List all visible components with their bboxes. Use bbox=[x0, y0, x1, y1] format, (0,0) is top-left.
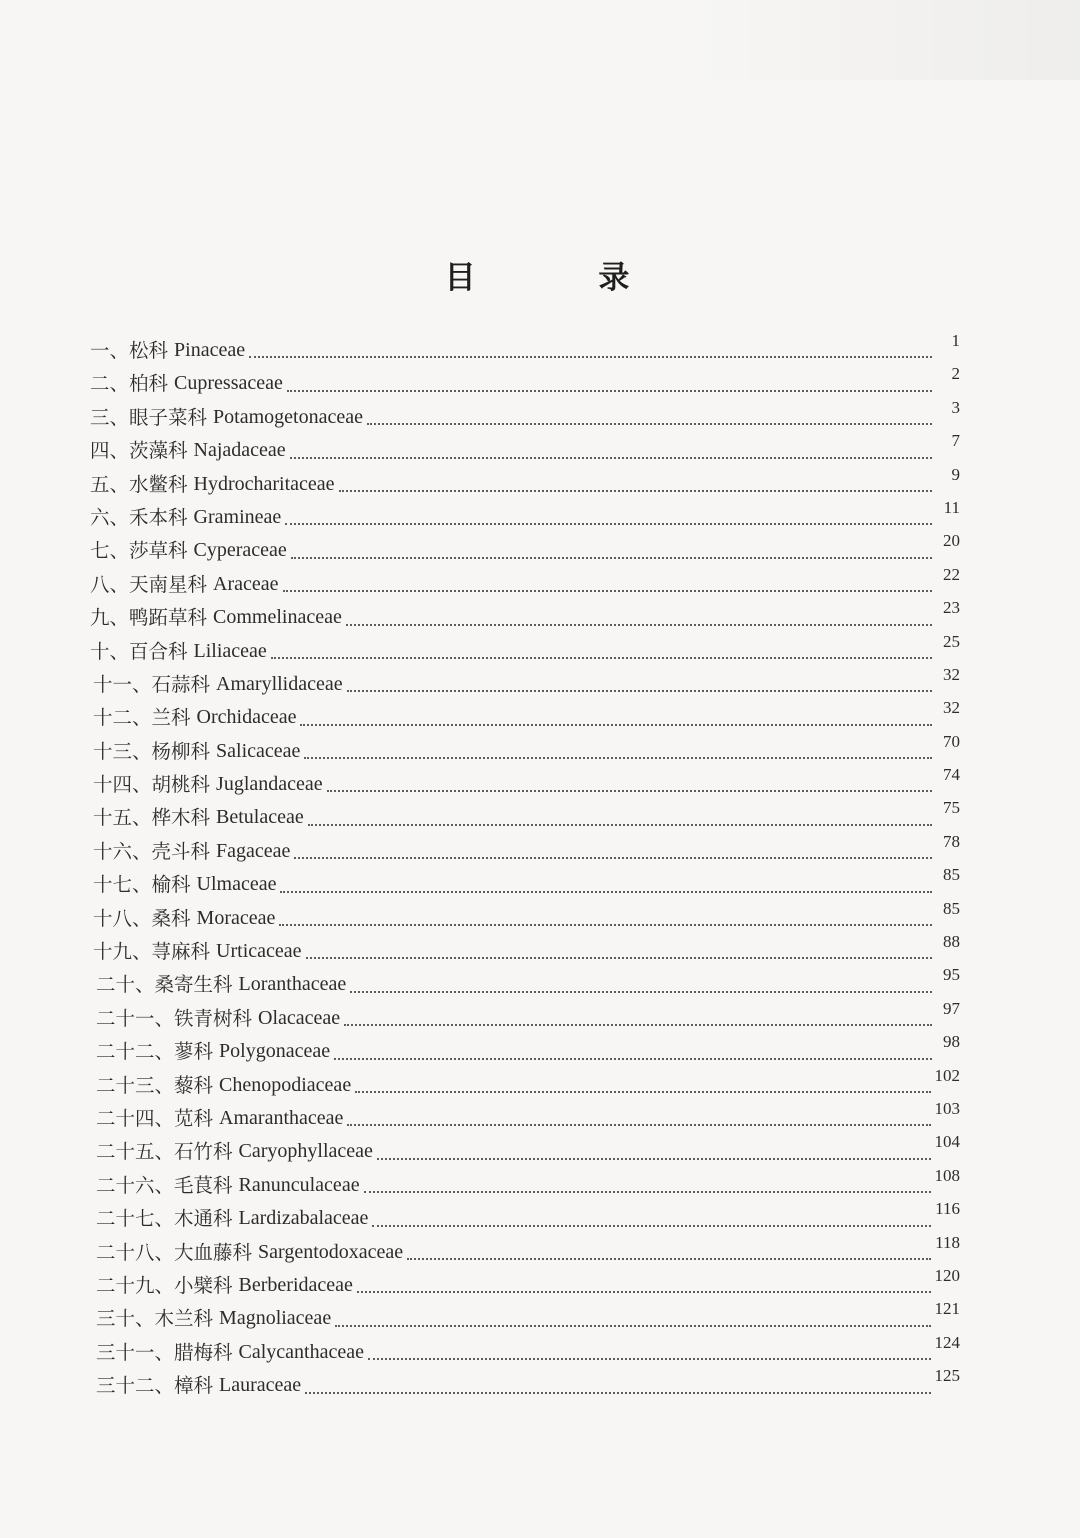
toc-entry-latin-name: Ulmaceae bbox=[196, 873, 277, 896]
dot-leader bbox=[335, 1325, 930, 1327]
toc-entry[interactable] bbox=[90, 1032, 960, 1068]
toc-entry[interactable] bbox=[90, 364, 960, 400]
dot-leader bbox=[294, 857, 932, 859]
dot-leader bbox=[249, 356, 932, 358]
toc-entry-number: 二十一、 bbox=[96, 1006, 175, 1030]
toc-entry-page: 88 bbox=[943, 932, 960, 952]
toc-entry-chinese-name: 杨柳科 bbox=[151, 739, 211, 763]
toc-entry[interactable] bbox=[90, 330, 960, 367]
toc-entry-chinese-name: 茨藻科 bbox=[129, 439, 188, 463]
toc-entry-page: 85 bbox=[943, 865, 960, 885]
toc-entry-latin-name: Lardizabalaceae bbox=[238, 1207, 369, 1230]
toc-entry-latin-name: Araceae bbox=[213, 572, 279, 595]
toc-entry-page: 97 bbox=[943, 998, 960, 1018]
toc-entry-page: 108 bbox=[934, 1165, 960, 1185]
toc-entry-chinese-name: 木通科 bbox=[174, 1207, 233, 1231]
toc-entry-number: 二十四、 bbox=[96, 1106, 175, 1130]
toc-entry-chinese-name: 藜科 bbox=[174, 1073, 214, 1097]
dot-leader bbox=[372, 1225, 931, 1227]
toc-entry-page: 3 bbox=[951, 397, 960, 417]
toc-entry-chinese-name: 大血藤科 bbox=[174, 1240, 253, 1264]
toc-entry-chinese-name: 禾本科 bbox=[129, 505, 188, 529]
toc-entry[interactable] bbox=[90, 1332, 960, 1369]
toc-entry-number: 十九、 bbox=[93, 940, 152, 964]
toc-entry-page: 104 bbox=[934, 1132, 960, 1152]
toc-entry-page: 32 bbox=[943, 698, 960, 718]
toc-entry-number: 二十二、 bbox=[96, 1040, 175, 1064]
toc-entry[interactable] bbox=[90, 1065, 960, 1102]
toc-entry-latin-name: Magnoliaceae bbox=[219, 1307, 332, 1330]
toc-entry-page: 1 bbox=[951, 330, 960, 350]
dot-leader bbox=[347, 1124, 930, 1126]
toc-entry-number: 一、 bbox=[90, 338, 130, 362]
toc-entry[interactable] bbox=[90, 1265, 960, 1302]
toc-entry-page: 9 bbox=[951, 464, 960, 484]
toc-entry-chinese-name: 毛茛科 bbox=[174, 1173, 233, 1197]
toc-entry-page: 2 bbox=[951, 364, 960, 384]
toc-entry[interactable] bbox=[90, 731, 960, 768]
toc-entry-number: 二十三、 bbox=[96, 1073, 175, 1097]
toc-entry-chinese-name: 百合科 bbox=[129, 639, 188, 663]
toc-entry[interactable] bbox=[90, 1232, 960, 1269]
toc-entry-latin-name: Ranunculaceae bbox=[238, 1173, 360, 1196]
toc-entry-page: 120 bbox=[934, 1265, 960, 1285]
toc-entry-page: 95 bbox=[943, 965, 960, 985]
toc-entry[interactable] bbox=[90, 1165, 960, 1202]
toc-entry-latin-name: Salicaceae bbox=[216, 739, 301, 762]
toc-entry[interactable] bbox=[90, 1132, 960, 1168]
toc-entry[interactable] bbox=[90, 1199, 960, 1235]
toc-entry-number: 二十五、 bbox=[96, 1140, 175, 1164]
toc-entry-latin-name: Sargentodoxaceae bbox=[258, 1240, 404, 1263]
dot-leader bbox=[355, 1091, 930, 1093]
dot-leader bbox=[347, 690, 932, 692]
toc-entry-latin-name: Calycanthaceae bbox=[238, 1340, 364, 1363]
dot-leader bbox=[367, 423, 932, 425]
toc-entry-number: 二十八、 bbox=[96, 1240, 175, 1264]
toc-entry-page: 75 bbox=[943, 798, 960, 818]
toc-entry[interactable] bbox=[90, 998, 960, 1035]
toc-entry-chinese-name: 木兰科 bbox=[154, 1307, 214, 1331]
toc-entry-latin-name: Berberidaceae bbox=[238, 1273, 353, 1296]
toc-entry-number: 十七、 bbox=[93, 873, 152, 897]
dot-leader bbox=[306, 957, 932, 959]
toc-entry-chinese-name: 水鳖科 bbox=[129, 472, 188, 496]
table-of-contents bbox=[90, 330, 960, 1403]
toc-entry-number: 四、 bbox=[90, 439, 130, 463]
toc-entry-page: 7 bbox=[951, 431, 960, 451]
toc-entry-latin-name: Gramineae bbox=[193, 505, 282, 528]
toc-entry-number: 八、 bbox=[90, 572, 130, 596]
toc-entry-chinese-name: 松科 bbox=[129, 338, 169, 362]
toc-entry-latin-name: Juglandaceae bbox=[216, 773, 323, 796]
toc-entry-page: 102 bbox=[934, 1065, 960, 1085]
toc-entry-page: 11 bbox=[943, 497, 960, 517]
dot-leader bbox=[305, 1392, 930, 1394]
toc-entry-latin-name: Betulaceae bbox=[216, 806, 304, 829]
dot-leader bbox=[291, 557, 932, 559]
dot-leader bbox=[304, 757, 932, 759]
toc-entry-page: 124 bbox=[934, 1332, 960, 1352]
toc-entry[interactable] bbox=[90, 397, 960, 434]
toc-entry-chinese-name: 天南星科 bbox=[129, 572, 208, 596]
dot-leader bbox=[377, 1158, 931, 1160]
toc-entry-number: 三、 bbox=[90, 405, 130, 429]
toc-entry-number: 三十二、 bbox=[96, 1374, 175, 1398]
toc-entry-chinese-name: 腊梅科 bbox=[174, 1340, 233, 1364]
dot-leader bbox=[344, 1024, 932, 1026]
toc-entry-chinese-name: 鸭跖草科 bbox=[129, 606, 208, 630]
toc-entry-chinese-name: 桑科 bbox=[151, 906, 191, 930]
toc-entry-chinese-name: 石竹科 bbox=[174, 1140, 233, 1164]
toc-entry-number: 二十、 bbox=[96, 973, 155, 997]
toc-entry-latin-name: Olacaceae bbox=[258, 1006, 341, 1029]
dot-leader bbox=[283, 590, 932, 592]
toc-entry[interactable] bbox=[90, 531, 960, 567]
toc-entry[interactable] bbox=[90, 464, 960, 501]
toc-entry-latin-name: Cupressaceae bbox=[174, 372, 283, 395]
toc-entry-latin-name: Potamogetonaceae bbox=[213, 405, 363, 428]
toc-entry-latin-name: Cyperaceae bbox=[193, 539, 287, 562]
toc-entry-latin-name: Chenopodiaceae bbox=[219, 1073, 352, 1096]
dot-leader bbox=[308, 824, 932, 826]
dot-leader bbox=[364, 1191, 931, 1193]
toc-entry-page: 103 bbox=[934, 1098, 960, 1118]
toc-entry-latin-name: Moraceae bbox=[196, 906, 276, 929]
toc-entry-chinese-name: 桦木科 bbox=[151, 806, 211, 830]
toc-entry-chinese-name: 莎草科 bbox=[129, 539, 188, 563]
toc-entry-page: 116 bbox=[935, 1199, 960, 1219]
toc-entry[interactable] bbox=[90, 965, 960, 1001]
dot-leader bbox=[271, 657, 932, 659]
page-title: 目 录 bbox=[444, 260, 686, 296]
toc-entry-page: 85 bbox=[943, 898, 960, 918]
toc-entry-number: 二十七、 bbox=[96, 1207, 175, 1231]
toc-entry-number: 九、 bbox=[90, 606, 130, 630]
toc-entry[interactable] bbox=[90, 564, 960, 601]
toc-entry-number: 十八、 bbox=[93, 906, 152, 930]
toc-entry-page: 22 bbox=[943, 564, 960, 584]
toc-entry-chinese-name: 铁青树科 bbox=[174, 1006, 253, 1030]
toc-entry-chinese-name: 桑寄生科 bbox=[154, 973, 233, 997]
toc-entry-latin-name: Lauraceae bbox=[219, 1374, 302, 1397]
toc-entry-latin-name: Caryophyllaceae bbox=[238, 1140, 373, 1163]
toc-entry-number: 二十九、 bbox=[96, 1273, 175, 1297]
dot-leader bbox=[339, 490, 932, 492]
toc-entry-page: 25 bbox=[943, 631, 960, 651]
dot-leader bbox=[285, 523, 932, 525]
toc-entry-number: 二、 bbox=[90, 372, 130, 396]
toc-entry-number: 十三、 bbox=[93, 739, 152, 763]
toc-entry-latin-name: Amaranthaceae bbox=[219, 1106, 344, 1129]
dot-leader bbox=[334, 1058, 932, 1060]
toc-entry-latin-name: Commelinaceae bbox=[213, 606, 342, 629]
toc-entry[interactable] bbox=[90, 898, 960, 935]
toc-entry-chinese-name: 苋科 bbox=[174, 1106, 214, 1130]
toc-entry-page: 78 bbox=[943, 831, 960, 851]
toc-entry-chinese-name: 壳斗科 bbox=[151, 839, 211, 863]
toc-entry-number: 十四、 bbox=[93, 773, 152, 797]
toc-entry-page: 70 bbox=[943, 731, 960, 751]
dot-leader bbox=[357, 1291, 931, 1293]
dot-leader bbox=[290, 457, 932, 459]
toc-entry-chinese-name: 樟科 bbox=[174, 1374, 214, 1398]
toc-entry-latin-name: Fagaceae bbox=[216, 839, 291, 862]
toc-entry[interactable] bbox=[90, 497, 960, 534]
toc-entry-number: 十一、 bbox=[93, 672, 152, 696]
toc-entry-number: 十五、 bbox=[93, 806, 152, 830]
scan-shadow bbox=[680, 0, 1080, 80]
toc-entry-page: 98 bbox=[943, 1032, 960, 1052]
toc-entry-chinese-name: 荨麻科 bbox=[151, 940, 211, 964]
toc-entry-chinese-name: 小檗科 bbox=[174, 1273, 233, 1297]
dot-leader bbox=[280, 891, 932, 893]
toc-entry[interactable] bbox=[90, 932, 960, 968]
toc-entry-latin-name: Pinaceae bbox=[174, 338, 246, 361]
toc-entry-latin-name: Orchidaceae bbox=[196, 706, 297, 729]
toc-entry-page: 74 bbox=[943, 765, 960, 785]
toc-entry[interactable] bbox=[90, 798, 960, 834]
dot-leader bbox=[350, 991, 932, 993]
toc-entry-page: 121 bbox=[934, 1299, 960, 1319]
dot-leader bbox=[300, 724, 932, 726]
dot-leader bbox=[368, 1358, 931, 1360]
toc-entry-number: 十二、 bbox=[93, 706, 152, 730]
toc-entry-chinese-name: 柏科 bbox=[129, 372, 169, 396]
toc-entry-latin-name: Amaryllidaceae bbox=[216, 672, 343, 695]
toc-entry-number: 二十六、 bbox=[96, 1173, 175, 1197]
toc-entry[interactable] bbox=[90, 664, 960, 701]
toc-entry-latin-name: Loranthaceae bbox=[238, 973, 347, 996]
toc-entry-number: 五、 bbox=[90, 472, 130, 496]
toc-entry[interactable] bbox=[90, 1098, 960, 1135]
toc-entry-latin-name: Hydrocharitaceae bbox=[193, 472, 335, 495]
dot-leader bbox=[407, 1258, 931, 1260]
toc-entry-latin-name: Polygonaceae bbox=[219, 1040, 331, 1063]
toc-entry[interactable] bbox=[90, 598, 960, 634]
dot-leader bbox=[287, 390, 932, 392]
toc-entry[interactable] bbox=[90, 431, 960, 467]
toc-entry-chinese-name: 蓼科 bbox=[174, 1040, 214, 1064]
toc-entry-page: 23 bbox=[943, 598, 960, 618]
toc-entry[interactable] bbox=[90, 1299, 960, 1335]
toc-entry-chinese-name: 胡桃科 bbox=[151, 773, 211, 797]
toc-entry-latin-name: Liliaceae bbox=[193, 639, 267, 662]
toc-entry-page: 125 bbox=[934, 1366, 960, 1386]
toc-entry-page: 20 bbox=[943, 531, 960, 551]
toc-entry-latin-name: Najadaceae bbox=[193, 439, 286, 462]
toc-entry-number: 七、 bbox=[90, 539, 130, 563]
toc-entry-page: 32 bbox=[943, 664, 960, 684]
toc-entry-chinese-name: 石蒜科 bbox=[151, 672, 211, 696]
toc-entry-number: 六、 bbox=[90, 505, 130, 529]
dot-leader bbox=[327, 790, 932, 792]
toc-entry[interactable] bbox=[90, 765, 960, 801]
toc-entry[interactable] bbox=[90, 631, 960, 668]
toc-entry-chinese-name: 兰科 bbox=[151, 706, 191, 730]
dot-leader bbox=[346, 624, 932, 626]
toc-entry-number: 三十一、 bbox=[96, 1340, 175, 1364]
dot-leader bbox=[279, 924, 932, 926]
toc-entry-latin-name: Urticaceae bbox=[216, 940, 302, 963]
toc-entry[interactable] bbox=[90, 831, 960, 868]
toc-entry-page: 118 bbox=[935, 1232, 960, 1252]
toc-entry-number: 三十、 bbox=[96, 1307, 155, 1331]
toc-entry-chinese-name: 眼子菜科 bbox=[129, 405, 208, 429]
toc-entry-chinese-name: 榆科 bbox=[151, 873, 191, 897]
toc-entry[interactable] bbox=[90, 865, 960, 901]
toc-entry[interactable] bbox=[90, 1366, 960, 1402]
toc-entry-number: 十、 bbox=[90, 639, 130, 663]
toc-entry[interactable] bbox=[90, 698, 960, 734]
toc-entry-number: 十六、 bbox=[93, 839, 152, 863]
